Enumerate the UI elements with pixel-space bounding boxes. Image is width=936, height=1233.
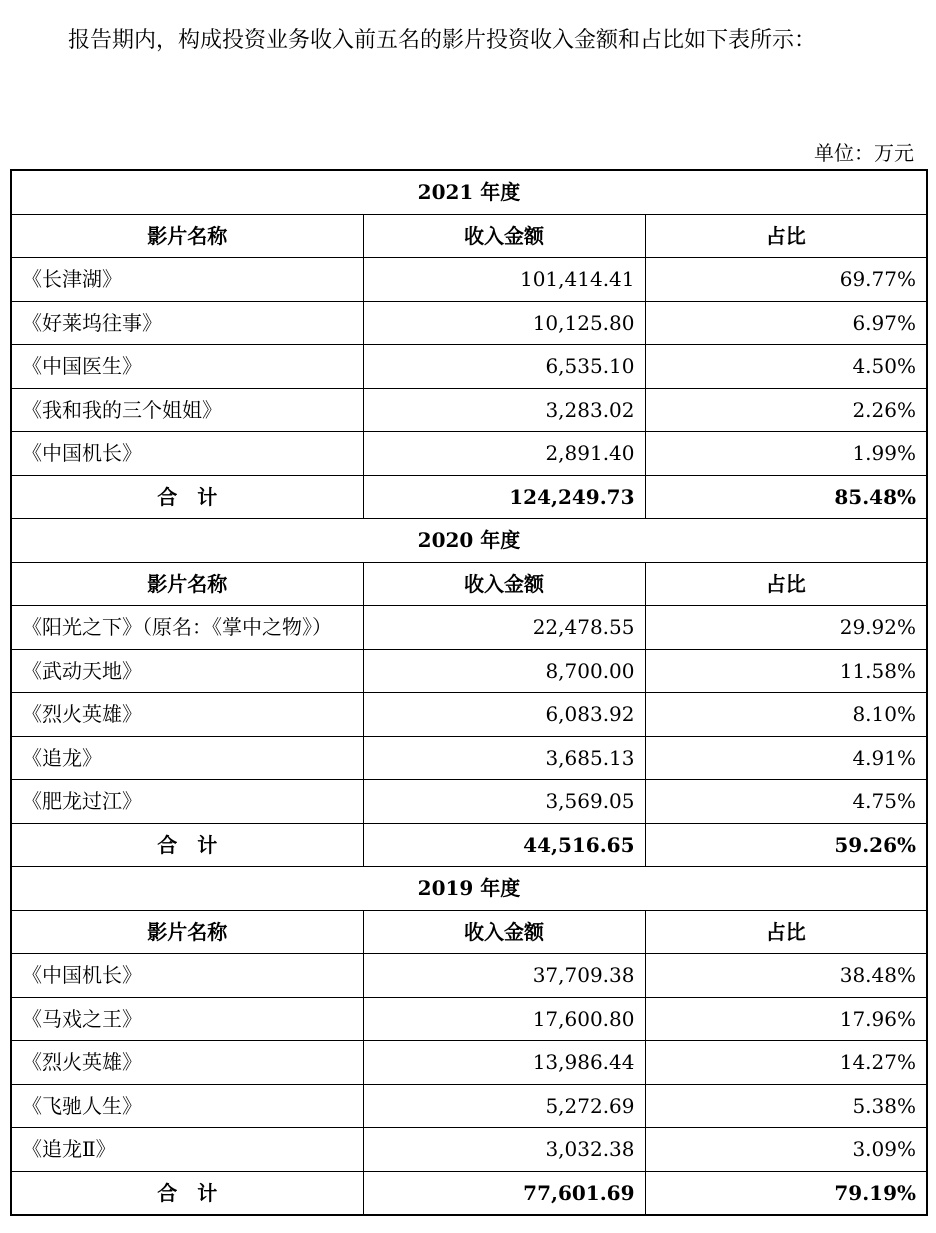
total-amount: 77,601.69 bbox=[363, 1171, 645, 1215]
film-name: 《追龙Ⅱ》 bbox=[11, 1128, 363, 1172]
film-name: 《中国机长》 bbox=[11, 432, 363, 476]
total-amount: 124,249.73 bbox=[363, 475, 645, 519]
section-year-row bbox=[11, 170, 927, 214]
header-row bbox=[11, 214, 927, 258]
film-name: 《肥龙过江》 bbox=[11, 780, 363, 824]
amount: 3,685.13 bbox=[363, 736, 645, 780]
table-row bbox=[11, 345, 927, 389]
share: 2.26% bbox=[645, 388, 927, 432]
film-name: 《武动天地》 bbox=[11, 649, 363, 693]
header-film-name: 影片名称 bbox=[11, 214, 363, 258]
amount: 13,986.44 bbox=[363, 1041, 645, 1085]
amount: 3,569.05 bbox=[363, 780, 645, 824]
share: 4.91% bbox=[645, 736, 927, 780]
header-film-name: 影片名称 bbox=[11, 562, 363, 606]
table-row bbox=[11, 693, 927, 737]
total-label: 合 计 bbox=[11, 823, 363, 867]
total-share: 85.48% bbox=[645, 475, 927, 519]
total-amount: 44,516.65 bbox=[363, 823, 645, 867]
share: 5.38% bbox=[645, 1084, 927, 1128]
section-year-row bbox=[11, 519, 927, 563]
amount: 37,709.38 bbox=[363, 954, 645, 998]
amount: 22,478.55 bbox=[363, 606, 645, 650]
share: 4.75% bbox=[645, 780, 927, 824]
film-name: 《长津湖》 bbox=[11, 258, 363, 302]
total-row bbox=[11, 823, 927, 867]
header-amount: 收入金额 bbox=[363, 562, 645, 606]
header-row bbox=[11, 562, 927, 606]
table-row bbox=[11, 736, 927, 780]
table-row bbox=[11, 301, 927, 345]
table-row bbox=[11, 780, 927, 824]
year-label: 2020 年度 bbox=[11, 519, 927, 563]
film-name: 《好莱坞往事》 bbox=[11, 301, 363, 345]
share: 69.77% bbox=[645, 258, 927, 302]
table-row bbox=[11, 606, 927, 650]
amount: 101,414.41 bbox=[363, 258, 645, 302]
film-name: 《烈火英雄》 bbox=[11, 1041, 363, 1085]
unit-label: 单位：万元 bbox=[814, 141, 914, 165]
header-row bbox=[11, 910, 927, 954]
intro-paragraph: 报告期内，构成投资业务收入前五名的影片投资收入金额和占比如下表所示： bbox=[68, 28, 817, 53]
total-label: 合 计 bbox=[11, 1171, 363, 1215]
header-share: 占比 bbox=[645, 214, 927, 258]
total-row bbox=[11, 1171, 927, 1215]
table-row bbox=[11, 1128, 927, 1172]
amount: 5,272.69 bbox=[363, 1084, 645, 1128]
amount: 8,700.00 bbox=[363, 649, 645, 693]
year-label: 2019 年度 bbox=[11, 867, 927, 911]
film-name: 《追龙》 bbox=[11, 736, 363, 780]
amount: 3,032.38 bbox=[363, 1128, 645, 1172]
header-share: 占比 bbox=[645, 910, 927, 954]
film-revenue-table bbox=[10, 169, 928, 1216]
film-name: 《中国医生》 bbox=[11, 345, 363, 389]
table-row bbox=[11, 997, 927, 1041]
share: 3.09% bbox=[645, 1128, 927, 1172]
table-row bbox=[11, 954, 927, 998]
share: 38.48% bbox=[645, 954, 927, 998]
total-share: 79.19% bbox=[645, 1171, 927, 1215]
total-row bbox=[11, 475, 927, 519]
share: 1.99% bbox=[645, 432, 927, 476]
table-row bbox=[11, 258, 927, 302]
total-label: 合 计 bbox=[11, 475, 363, 519]
film-name: 《阳光之下》（原名：《掌中之物》） bbox=[11, 606, 363, 650]
amount: 17,600.80 bbox=[363, 997, 645, 1041]
amount: 2,891.40 bbox=[363, 432, 645, 476]
amount: 10,125.80 bbox=[363, 301, 645, 345]
table-row bbox=[11, 1084, 927, 1128]
table-row bbox=[11, 1041, 927, 1085]
share: 11.58% bbox=[645, 649, 927, 693]
share: 6.97% bbox=[645, 301, 927, 345]
amount: 3,283.02 bbox=[363, 388, 645, 432]
share: 17.96% bbox=[645, 997, 927, 1041]
total-share: 59.26% bbox=[645, 823, 927, 867]
table-row bbox=[11, 649, 927, 693]
share: 8.10% bbox=[645, 693, 927, 737]
header-amount: 收入金额 bbox=[363, 214, 645, 258]
film-name: 《烈火英雄》 bbox=[11, 693, 363, 737]
amount: 6,083.92 bbox=[363, 693, 645, 737]
film-name: 《中国机长》 bbox=[11, 954, 363, 998]
table-row bbox=[11, 432, 927, 476]
amount: 6,535.10 bbox=[363, 345, 645, 389]
film-name: 《飞驰人生》 bbox=[11, 1084, 363, 1128]
section-year-row bbox=[11, 867, 927, 911]
header-share: 占比 bbox=[645, 562, 927, 606]
film-name: 《我和我的三个姐姐》 bbox=[11, 388, 363, 432]
film-name: 《马戏之王》 bbox=[11, 997, 363, 1041]
year-label: 2021 年度 bbox=[11, 170, 927, 214]
header-film-name: 影片名称 bbox=[11, 910, 363, 954]
share: 29.92% bbox=[645, 606, 927, 650]
table-row bbox=[11, 388, 927, 432]
header-amount: 收入金额 bbox=[363, 910, 645, 954]
share: 4.50% bbox=[645, 345, 927, 389]
share: 14.27% bbox=[645, 1041, 927, 1085]
